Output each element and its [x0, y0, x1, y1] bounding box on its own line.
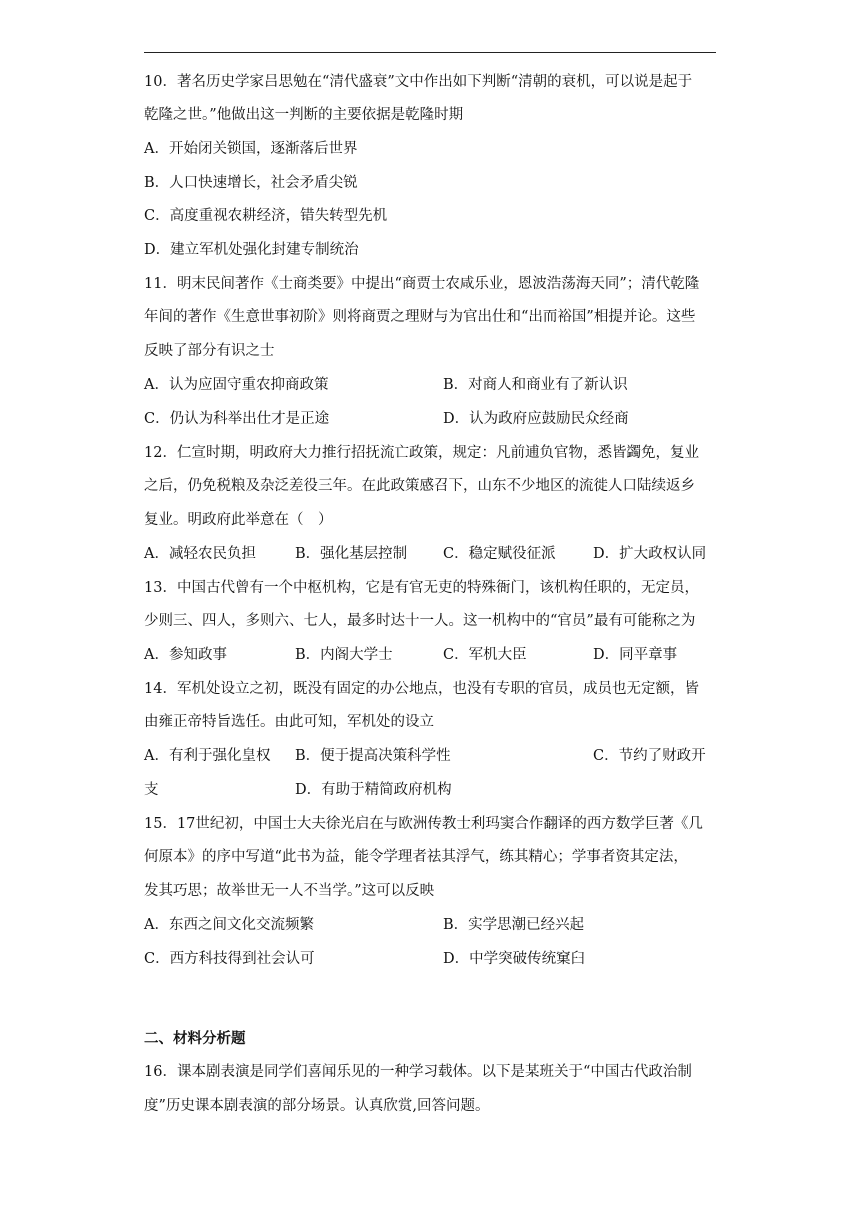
q10-option-b: B．人口快速增长，社会矛盾尖锐 — [144, 175, 358, 191]
q11-option-b: B．对商人和商业有了新认识 — [443, 377, 628, 393]
q10-option-a: A．开始闭关锁国，逐渐落后世界 — [144, 141, 358, 157]
q15-stem-line1: 15．17世纪初，中国士大夫徐光启在与欧洲传教士利玛窦合作翻译的西方数学巨著《几 — [144, 816, 703, 832]
q14-stem-line1: 14．军机处设立之初，既没有固定的办公地点，也没有专职的官员，成员也无定额，皆 — [144, 681, 699, 697]
q14-option-c-continued: 支 — [144, 782, 159, 798]
top-rule — [144, 52, 716, 53]
q13-option-b: B．内阁大学士 — [295, 647, 393, 663]
q10-stem-line1: 10．著名历史学家吕思勉在“清代盛衰”文中作出如下判断“清朝的衰机，可以说是起于 — [144, 74, 693, 90]
q14-stem-line2: 由雍正帝特旨选任。由此可知，军机处的设立 — [144, 714, 434, 730]
q16-stem-line1: 16．课本剧表演是同学们喜闻乐见的一种学习载体。以下是某班关于“中国古代政治制 — [144, 1064, 692, 1080]
q15-option-b: B．实学思潮已经兴起 — [443, 917, 585, 933]
q13-option-c: C．军机大臣 — [443, 647, 527, 663]
q13-option-a: A．参知政事 — [144, 647, 227, 663]
q12-option-c: C．稳定赋役征派 — [443, 546, 556, 562]
q15-option-a: A．东西之间文化交流频繁 — [144, 917, 314, 933]
q15-option-d: D．中学突破传统窠臼 — [443, 951, 586, 967]
q10-stem-line2: 乾隆之世。”他做出这一判断的主要依据是乾隆时期 — [144, 107, 464, 123]
q14-option-b: B．便于提高决策科学性 — [295, 748, 451, 764]
q12-stem-line3: 复业。明政府此举意在（ ） — [144, 512, 333, 528]
q15-stem-line3: 发其巧思；故举世无一人不当学。”这可以反映 — [144, 883, 435, 899]
q10-option-d: D．建立军机处强化封建专制统治 — [144, 242, 359, 258]
q14-option-a: A．有利于强化皇权 — [144, 748, 271, 764]
q12-option-a: A．减轻农民负担 — [144, 546, 256, 562]
q12-stem-line2: 之后，仍免税粮及杂泛差役三年。在此政策感召下，山东不少地区的流徙人口陆续返乡 — [144, 478, 695, 494]
q14-option-d: D．有助于精简政府机构 — [295, 782, 452, 798]
q16-stem-line2: 度”历史课本剧表演的部分场景。认真欣赏,回答问题。 — [144, 1098, 490, 1114]
q11-option-a: A．认为应固守重农抑商政策 — [144, 377, 329, 393]
q12-option-b: B．强化基层控制 — [295, 546, 408, 562]
q12-option-d: D．扩大政权认同 — [593, 546, 707, 562]
q15-option-c: C．西方科技得到社会认可 — [144, 951, 315, 967]
q11-option-d: D．认为政府应鼓励民众经商 — [443, 411, 629, 427]
q10-option-c: C．高度重视农耕经济，错失转型先机 — [144, 208, 388, 224]
q11-stem-line2: 年间的著作《生意世事初阶》则将商贾之理财与为官出仕和“出而裕国”相提并论。这些 — [144, 309, 696, 325]
q15-stem-line2: 何原本》的序中写道“此书为益，能令学理者祛其浮气，练其精心；学事者资其定法， — [144, 849, 688, 865]
q14-option-c: C．节约了财政开 — [593, 748, 706, 764]
q11-stem-line1: 11．明末民间著作《士商类要》中提出“商贾士农咸乐业，恩波浩荡海天同”；清代乾隆 — [144, 276, 700, 292]
q11-stem-line3: 反映了部分有识之士 — [144, 343, 275, 359]
q13-stem-line2: 少则三、四人，多则六、七人，最多时达十一人。这一机构中的“官员”最有可能称之为 — [144, 613, 696, 629]
q13-stem-line1: 13．中国古代曾有一个中枢机构，它是有官无吏的特殊衙门，该机构任职的，无定员， — [144, 580, 699, 596]
q13-option-d: D．同平章事 — [593, 647, 678, 663]
section-heading: 二、材料分析题 — [144, 1030, 246, 1047]
q12-stem-line1: 12．仁宣时期，明政府大力推行招抚流亡政策，规定：凡前逋负官物，悉皆蠲免，复业 — [144, 445, 699, 461]
q11-option-c: C．仍认为科举出仕才是正途 — [144, 411, 330, 427]
